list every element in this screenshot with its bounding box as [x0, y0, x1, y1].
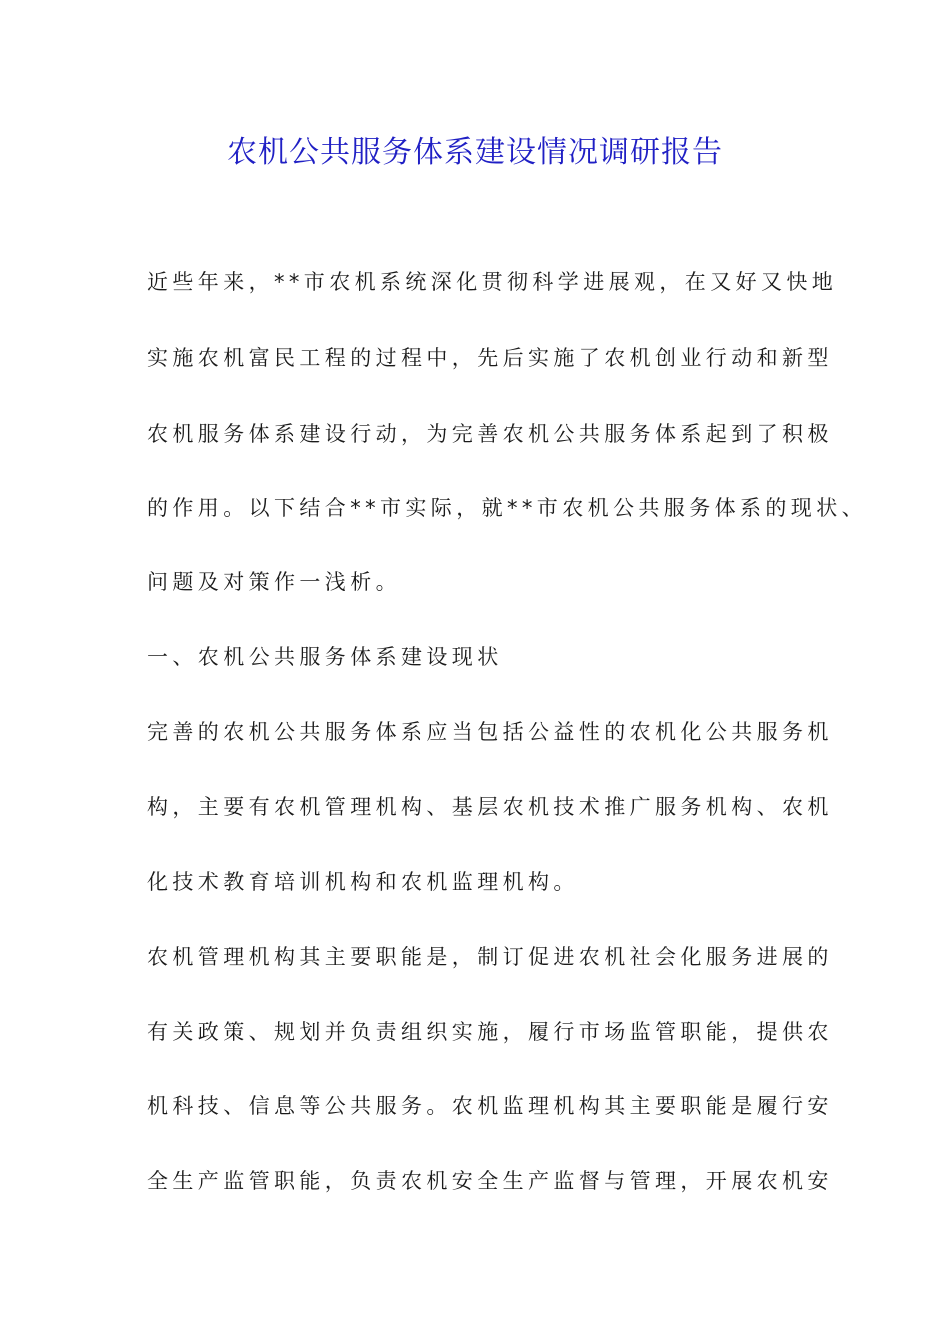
paragraph-2-line-3: 化技术教育培训机构和农机监理机构。 [147, 870, 579, 894]
paragraph-1-line-4: 的作用。以下结合**市实际，就**市农机公共服务体系的现状、 [147, 496, 867, 520]
paragraph-3-line-1: 农机管理机构其主要职能是，制订促进农机社会化服务进展的 [147, 945, 833, 969]
document-title: 农机公共服务体系建设情况调研报告 [227, 135, 723, 170]
paragraph-2-line-1: 完善的农机公共服务体系应当包括公益性的农机化公共服务机 [147, 720, 833, 744]
paragraph-1-line-2: 实施农机富民工程的过程中，先后实施了农机创业行动和新型 [147, 346, 833, 370]
section-heading-1: 一、农机公共服务体系建设现状 [147, 645, 503, 669]
paragraph-1-line-5: 问题及对策作一浅析。 [147, 570, 401, 594]
paragraph-3-line-3: 机科技、信息等公共服务。农机监理机构其主要职能是履行安 [147, 1094, 833, 1118]
paragraph-1-line-3: 农机服务体系建设行动，为完善农机公共服务体系起到了积极 [147, 422, 833, 446]
paragraph-3-line-2: 有关政策、规划并负责组织实施，履行市场监管职能，提供农 [147, 1020, 833, 1044]
paragraph-3-line-4: 全生产监管职能，负责农机安全生产监督与管理，开展农机安 [147, 1169, 833, 1193]
paragraph-2-line-2: 构，主要有农机管理机构、基层农机技术推广服务机构、农机 [147, 795, 833, 819]
paragraph-1-line-1: 近些年来，**市农机系统深化贯彻科学进展观，在又好又快地 [147, 270, 838, 294]
